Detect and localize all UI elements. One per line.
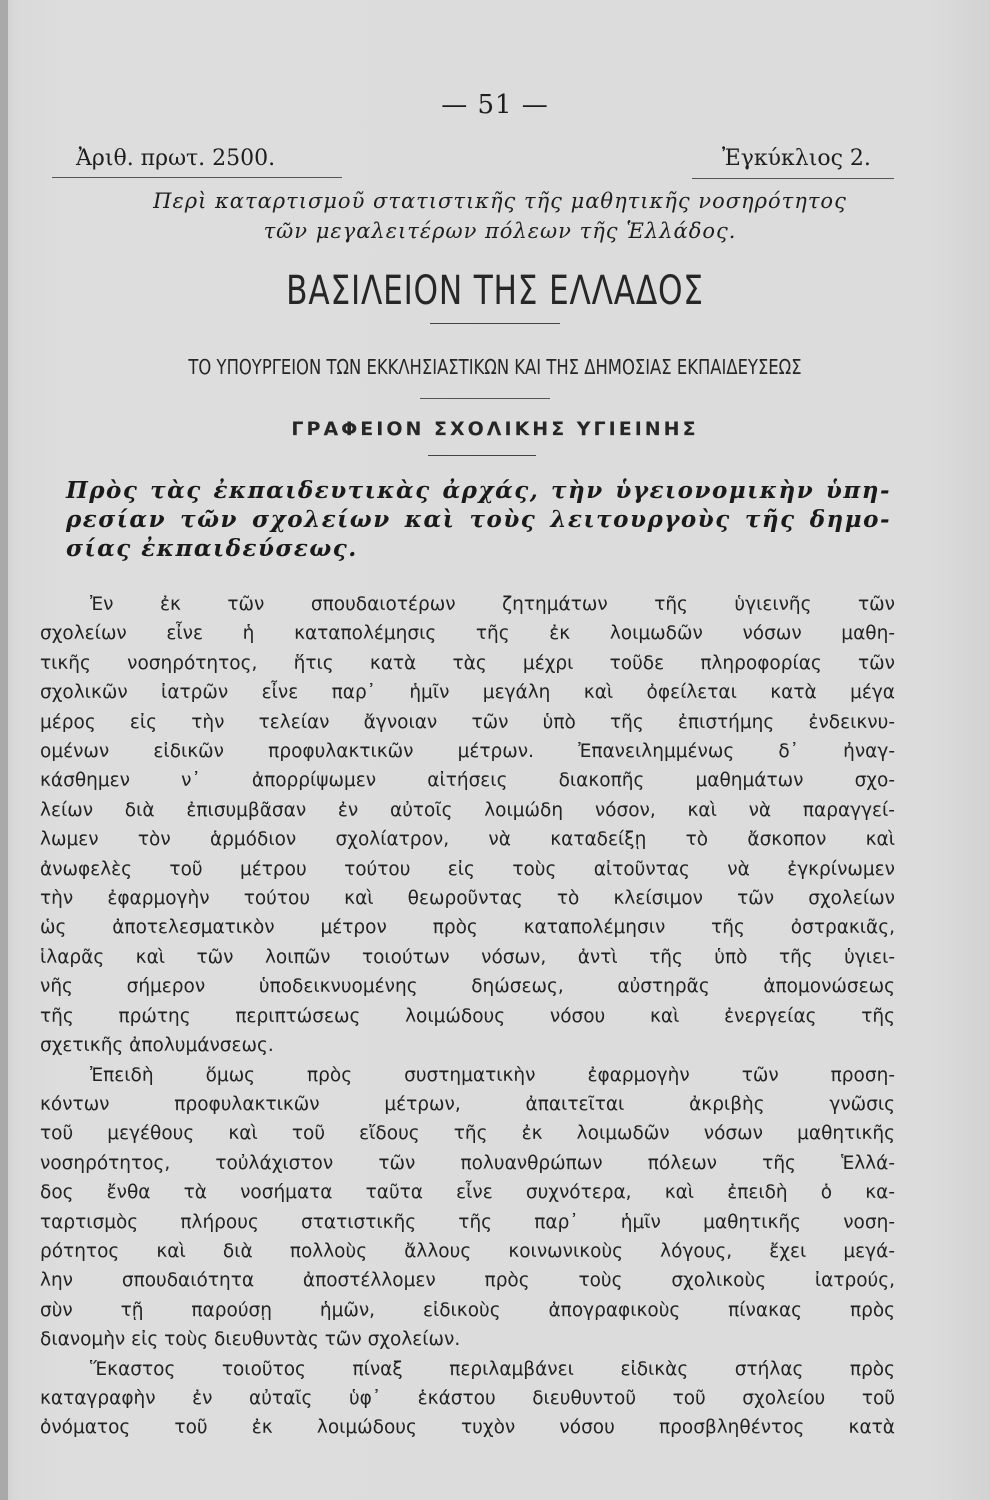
page-number: — 51 —	[441, 90, 549, 120]
circular-number: Ἐγκύκλιος 2.	[722, 146, 871, 171]
body-line: μέρος εἰς τὴν τελείαν ἄγνοιαν τῶν ὑπὸ τῆς ἐπιστήμης ἐνδεικνυ-	[40, 711, 895, 733]
body-line: λωμεν τὸν ἁρμόδιον σχολίατρον, νὰ καταδείξῃ τὸ ἄσκοπον καὶ	[40, 829, 895, 851]
body-line: τοῦ μεγέθους καὶ τοῦ εἴδους τῆς ἐκ λοιμωδῶν νόσων μαθητικῆς	[40, 1123, 895, 1145]
heading-divider	[420, 398, 550, 399]
addressee-block	[66, 476, 891, 563]
ministry-heading: ΤΟ ΥΠΟΥΡΓΕΙΟΝ ΤΩΝ ΕΚΚΛΗΣΙΑΣΤΙΚΩΝ ΚΑΙ ΤΗΣ ΔΗΜΟΣΙΑΣ ΕΚΠΑΙΔΕΥΣΕΩΣ	[188, 355, 802, 379]
body-line: σχολείων εἶνε ἡ καταπολέμησις τῆς ἐκ λοιμωδῶν νόσων μαθη-	[40, 623, 895, 645]
addressee-line: Πρὸς τὰς ἐκπαιδευτικὰς ἀρχάς, τὴν ὑγειονομικὴν ὑπη-	[66, 477, 891, 504]
subject-line: Περὶ καταρτισμοῦ στατιστικῆς τῆς μαθητικῆς νοσηρότητος	[153, 189, 847, 213]
body-line: σχετικῆς ἀπολυμάνσεως.	[40, 1035, 274, 1057]
addressee-line: ρεσίαν τῶν σχολείων καὶ τοὺς λειτουργοὺς τῆς δημο-	[66, 506, 891, 533]
body-line: δος ἔνθα τὰ νοσήματα ταῦτα εἶνε συχνότερα, καὶ ἐπειδὴ ὁ κα-	[40, 1182, 895, 1204]
subject-line: τῶν μεγαλειτέρων πόλεων τῆς Ἑλλάδος.	[263, 219, 737, 243]
header-rule-left	[52, 177, 342, 178]
body-line: σὺν τῇ παρούσῃ ἡμῶν, εἰδικοὺς ἀπογραφικοὺς πίνακας πρὸς	[40, 1299, 895, 1321]
body-line: καταγραφὴν ἐν αὐταῖς ὑφ᾽ ἑκάστου διευθυντοῦ τοῦ σχολείου τοῦ	[40, 1387, 895, 1409]
body-line: ἱλαρᾶς καὶ τῶν λοιπῶν τοιούτων νόσων, ἀντὶ τῆς ὑπὸ τῆς ὑγιει-	[40, 946, 895, 968]
body-line: ρότητος καὶ διὰ πολλοὺς ἄλλους κοινωνικοὺς λόγους, ἔχει μεγά-	[40, 1240, 895, 1262]
body-line: λην σπουδαιότητα ἀποστέλλομεν πρὸς τοὺς σχολικοὺς ἰατρούς,	[40, 1270, 895, 1292]
kingdom-heading: ΒΑΣΙΛΕΙΟΝ ΤΗΣ ΕΛΛΑΔΟΣ	[286, 268, 704, 314]
body-line: κόντων προφυλακτικῶν μέτρων, ἀπαιτεῖται ἀκριβὴς γνῶσις	[40, 1093, 895, 1115]
body-line: ὀνόματος τοῦ ἐκ λοιμώδους τυχὸν νόσου προσβληθέντος κατὰ	[40, 1417, 895, 1439]
body-line: διανομὴν εἰς τοὺς διευθυντὰς τῶν σχολείων.	[40, 1329, 461, 1351]
body-line: Ἐν ἐκ τῶν σπουδαιοτέρων ζητημάτων τῆς ὑγιεινῆς τῶν	[90, 594, 895, 615]
addressee-line: σίας ἐκπαιδεύσεως.	[66, 535, 358, 562]
heading-divider	[430, 323, 560, 324]
body-line: ἀνωφελὲς τοῦ μέτρου τούτου εἰς τοὺς αἰτοῦντας νὰ ἐγκρίνωμεν	[40, 858, 895, 880]
body-line: νοσηρότητος, τοὐλάχιστον τῶν πολυανθρώπων πόλεων τῆς Ἑλλά-	[40, 1152, 895, 1174]
subject-title	[60, 186, 940, 246]
body-line: λείων διὰ ἐπισυμβᾶσαν ἐν αὐτοῖς λοιμώδη νόσον, καὶ νὰ παραγγεί-	[40, 799, 895, 821]
body-line: σχολικῶν ἰατρῶν εἶνε παρ᾽ ἡμῖν μεγάλη καὶ ὀφείλεται κατὰ μέγα	[40, 682, 895, 704]
body-line: ὡς ἀποτελεσματικὸν μέτρον πρὸς καταπολέμησιν τῆς ὀστρακιᾶς,	[40, 917, 895, 939]
letter-body	[40, 590, 895, 1443]
protocol-number: Ἀριθ. πρωτ. 2500.	[76, 146, 276, 171]
body-line: ταρτισμὸς πλήρους στατιστικῆς τῆς παρ᾽ ἡμῖν μαθητικῆς νοση-	[40, 1211, 895, 1233]
body-line: νῆς σήμερον ὑποδεικνυομένης δηώσεως, αὐστηρᾶς ἀπομονώσεως	[40, 976, 895, 998]
body-line: ομένων εἰδικῶν προφυλακτικῶν μέτρων. Ἐπανειλημμένως δ᾽ ἠναγ-	[40, 741, 895, 763]
page-binding-edge	[0, 0, 8, 1500]
body-line: Ἕκαστος τοιοῦτος πίναξ περιλαμβάνει εἰδικὰς στήλας πρὸς	[90, 1358, 895, 1380]
header-rule-right	[692, 178, 894, 179]
body-line: τικῆς νοσηρότητος, ἥτις κατὰ τὰς μέχρι τοῦδε πληροφορίας τῶν	[40, 652, 895, 674]
body-line: τὴν ἐφαρμογὴν τούτου καὶ θεωροῦντας τὸ κλείσιμον τῶν σχολείων	[40, 888, 895, 910]
office-heading: ΓΡΑΦΕΙΟΝ ΣΧΟΛΙΚΗΣ ΥΓΙΕΙΝΗΣ	[291, 418, 699, 440]
body-line: τῆς πρώτης περιπτώσεως λοιμώδους νόσου καὶ ἐνεργείας τῆς	[40, 1005, 895, 1027]
heading-divider	[428, 455, 536, 456]
body-line: κάσθημεν ν᾽ ἀπορρίψωμεν αἰτήσεις διακοπῆς μαθημάτων σχο-	[40, 770, 895, 792]
body-line: Ἐπειδὴ ὅμως πρὸς συστηματικὴν ἐφαρμογὴν τῶν προση-	[90, 1064, 895, 1086]
